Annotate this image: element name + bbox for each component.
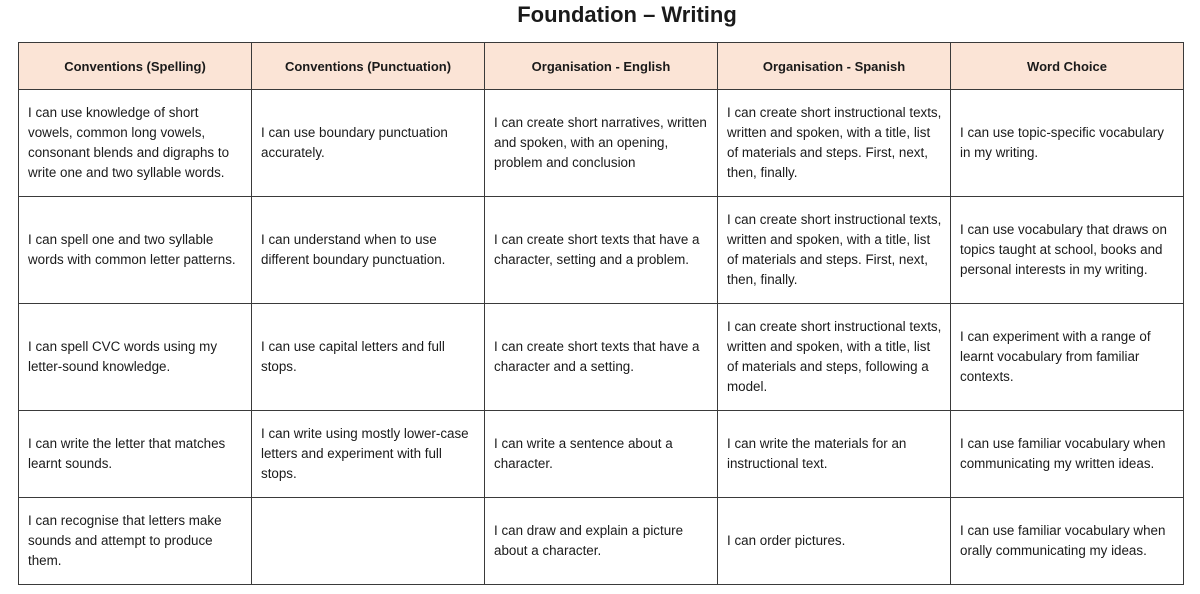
- table-cell: I can order pictures.: [718, 498, 951, 585]
- table-cell: I can write the letter that matches learnt sounds.: [19, 411, 252, 498]
- table-cell: I can use familiar vocabulary when communicating my written ideas.: [951, 411, 1184, 498]
- table-cell: I can use familiar vocabulary when orally communicating my ideas.: [951, 498, 1184, 585]
- table-row: [19, 411, 1184, 498]
- table-cell: I can draw and explain a picture about a character.: [485, 498, 718, 585]
- table-cell: I can use knowledge of short vowels, common long vowels, consonant blends and digraphs to write one and two syllable words.: [19, 90, 252, 197]
- table-cell: I can use topic-specific vocabulary in my writing.: [951, 90, 1184, 197]
- column-header-word-choice: Word Choice: [951, 43, 1184, 90]
- table-cell: I can spell one and two syllable words with common letter patterns.: [19, 197, 252, 304]
- column-header-organisation-spanish: Organisation - Spanish: [718, 43, 951, 90]
- table-cell: I can write using mostly lower-case letters and experiment with full stops.: [252, 411, 485, 498]
- table-cell: I can create short texts that have a character, setting and a problem.: [485, 197, 718, 304]
- table-row: [19, 304, 1184, 411]
- column-header-punctuation: Conventions (Punctuation): [252, 43, 485, 90]
- table-cell: I can create short narratives, written and spoken, with an opening, problem and conclusion: [485, 90, 718, 197]
- table-cell: I can understand when to use different boundary punctuation.: [252, 197, 485, 304]
- table-row: [19, 498, 1184, 585]
- table-cell: I can use vocabulary that draws on topics taught at school, books and personal interests in my writing.: [951, 197, 1184, 304]
- column-header-spelling: Conventions (Spelling): [19, 43, 252, 90]
- table-cell: I can spell CVC words using my letter-sound knowledge.: [19, 304, 252, 411]
- table-cell: I can use capital letters and full stops.: [252, 304, 485, 411]
- header-row: [19, 43, 1184, 90]
- table-cell: I can create short instructional texts, written and spoken, with a title, list of materials and steps, following a model.: [718, 304, 951, 411]
- table-row: [19, 90, 1184, 197]
- table-cell: I can write a sentence about a character.: [485, 411, 718, 498]
- writing-rubric-table: [18, 42, 1184, 585]
- table-cell: I can write the materials for an instructional text.: [718, 411, 951, 498]
- table-cell: I can create short instructional texts, written and spoken, with a title, list of materials and steps. First, next, then, finally.: [718, 90, 951, 197]
- column-header-organisation-english: Organisation - English: [485, 43, 718, 90]
- table-cell: I can create short texts that have a character and a setting.: [485, 304, 718, 411]
- table-cell: I can experiment with a range of learnt vocabulary from familiar contexts.: [951, 304, 1184, 411]
- table-cell: I can create short instructional texts, written and spoken, with a title, list of materials and steps. First, next, then, finally.: [718, 197, 951, 304]
- table-cell: I can use boundary punctuation accurately.: [252, 90, 485, 197]
- page-title: Foundation – Writing: [517, 2, 737, 27]
- table-cell: I can recognise that letters make sounds and attempt to produce them.: [19, 498, 252, 585]
- table-row: [19, 197, 1184, 304]
- table-cell-empty: [252, 498, 485, 585]
